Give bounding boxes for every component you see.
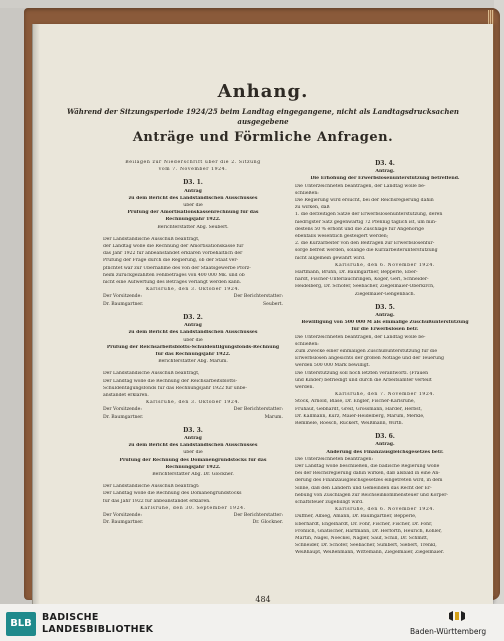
text-line: heim zurückgezahlten Fehlbetrages von 400 000 Mk. und ob [103,272,245,278]
text-line: Antrag. [375,169,395,175]
text-line: zu dem Bericht des Landständischen Ausschusses [128,330,258,336]
text-line: Antrag [184,188,202,194]
text-line: Stock, Arnold, Blase, Dr. Engler, Fischer-Karlsruhe, [295,399,416,405]
text-line: der Landtag wolle die Rechnung der Amortisationskasse für [103,244,244,250]
signature-left: Dr. Baumgartner. [103,520,144,526]
text-line: und Kinder) befriedigt und durch die Arbeitsämter verteilt [295,377,432,383]
text-line: für die Erwerbslosen betr. [351,327,419,333]
text-line: Die Unterstützung soll noch letzten verantwortl. (Frauen [295,370,429,376]
text-line: Berichterstatter Abg. Dr. Glockner. [152,472,234,477]
signature-right: Dr. Glockner. [252,520,283,526]
appendix-subtitle-line2: ausgegebene [237,117,289,126]
signature-right: Der Berichterstatter: [233,294,283,300]
text-line: anstandet erklären. [103,392,149,398]
text-line: Karlsruhe, den 3. Oktober 1924. [145,400,241,406]
appendix-title: Anhang. [217,81,309,102]
text-line: Berichterstatter Abg. Marum. [158,359,228,365]
text-line: niedrigster Satz gegenwärtig 72 Pfennig täglich ist, um min- [295,219,437,225]
text-line: Prüfung der Rechnung des Domänengrundstocks für das [119,457,267,463]
signature-left: Der Vorsitzende: [103,294,142,300]
text-line: hebung von Zuschlägen zur Reichseinkommensteuer und Körper- [295,492,448,498]
text-line: Der Landtag wolle beschließen, die badische Regierung wolle [295,464,440,470]
signature-left: Der Vorsitzende: [103,407,142,413]
text-line: Der Landständische Ausschuß beantragt, [103,371,200,377]
text-line: hardt, Fischer-Unterlauchringen, Köger, Gerl, Schneider- [295,277,429,283]
document-number-heading: D3. 3. [183,426,203,434]
page-number: 484 [255,595,271,604]
document-number-heading: D3. 1. [183,179,203,187]
text-line: Karlsruhe, den 30. September 1924. [140,505,246,511]
text-line: werden 500 000 Mark bewilligt. [295,363,370,369]
text-line: Antrag. [375,442,395,448]
state-crest-icon [446,608,468,624]
document-number-heading: D3. 6. [375,433,395,441]
text-line: Sinne, daß den Ländern und Gemeinden das Recht der Er- [295,485,432,491]
text-line: Weißhaupt, Weißenmann, Wittemann, Ziegelmaier, Ziegelmaier. [295,550,444,556]
text-line: 2. die Kurzarbeiter von den Beiträgen zur Erwerbslosenfür- [295,241,435,247]
appendix-subtitle-line1: Während der Sitzungsperiode 1924/25 beim Landtag eingegangene, nicht als Landtagsdrucksachen [67,107,459,116]
text-line: Frühauf, Gebhardt, Greif, Grossmann, Harder, Herbst, [295,406,422,412]
signature-right: Marum. [264,414,283,420]
text-line: Schneider, Dr. Schofer, Seebacher, Sumbert, Siebert, Trenkl, [295,543,437,549]
text-line: destens 50 % erhöht und die Zuschläge für Angehörige [295,226,424,232]
document-number-heading: D3. 5. [375,303,395,311]
text-line: Prüfung der Frage durch die Regierung, ob der Staat ver- [103,258,239,264]
text-line: zu dem Bericht des Landständischen Ausschusses [128,195,258,201]
text-line: Antrag [184,436,202,441]
text-line: Die Unterzeichneten beantragen, der Landtag wolle be- [295,334,426,340]
text-line: schaftsteuer zugebilligt wird. [295,500,364,506]
text-line: Karlsruhe, den 7. November 1924. [335,392,435,398]
signature-left: Dr. Baumgartner. [103,414,144,420]
text-line: sorge befreit werden, solange die Kurzarbeiterunterstützung [295,248,438,254]
blb-logo: BLB [6,612,36,636]
text-line: Der Landtag wolle die Rechnung der Reichsarbeitsblotts- [103,378,238,384]
text-line: Die Erhöhung der Erwerbslosenunterstützung betreffend. [310,176,460,182]
text-line: derung des Finanzausgleichsgesetzes eingetreten wird, in dem [295,478,443,484]
text-line: Eberhardt, Engelhardt, Dr. Föhr, Fischer, Fischer, Dr. Föhr, [295,521,433,527]
text-line: Der Landständische Ausschuß beantragt: [103,484,200,490]
text-line: über die [183,337,203,343]
text-line: über die [183,450,203,456]
text-line: schließen: [295,190,319,196]
text-line: bei der Reichsregierung dahin wirken, daß alsbald in eine Än- [295,471,440,477]
text-line: Prüfung der Amortisationskassenrechnung für das [127,210,259,216]
text-line: zu wirken, daß [295,205,330,211]
text-line: Erwerbslosen angesichts der großen Notlage und der Teuerung [295,356,444,362]
text-line: Der Landtag wolle die Rechnung des Domänengrundstocks [103,491,242,497]
text-line: Karlsruhe, den 6. November 1924. [335,507,435,513]
text-line: Die Unterzeichneten beantragen, der Landtag wolle be- [295,183,426,189]
document-number-heading: D3. 4. [375,160,395,167]
text-line: werden. [295,385,314,391]
text-line: Dr. Kallmann, Kurz, Maier-Heidelberg, Marum, Merkle, [295,413,425,419]
text-line: Remmele, Roesch, Rückert, Weißmann, Wirth. [295,421,404,427]
signature-left: Der Vorsitzende: [103,513,142,519]
text-line: Hartmann, Bruhn, Dr. Baumgartner, Bepperle, Eber- [295,270,418,275]
text-line: Berichterstatter Abg. Seubert. [157,224,229,230]
signature-right: Seubert. [263,301,283,307]
text-line: Ziegelmaier-Gengenbach. [354,291,416,297]
text-line: Antrag. [375,313,395,319]
text-line: nicht allgemein gewährt wird. [295,255,366,261]
text-line: Prüfung der Reichsarbeitsblotts-Schuldentilgungsfonds-Rechnung [106,344,280,350]
text-line: schließen: [295,341,319,347]
text-line: Änderung des Finanzausgleichsgesetzes betr. [326,449,444,455]
scanner-background [0,0,504,8]
text-line: Rechnungsjahr 1922. [165,464,221,470]
appendix-heading: Anträge und Förmliche Anfragen. [132,130,394,145]
document-page [32,24,493,604]
text-line: Schuldentilgungsfonds für das Rechnungsjahr 1922 für unbe- [103,385,247,391]
library-name-line1: BADISCHE [42,612,99,623]
text-line: Der Landständische Ausschuß beantragt, [103,236,200,242]
text-line: Rechnungsjahr 1922. [165,217,221,223]
text-line: Fröhlich, Gnatischer, Hartmann, Dr. Herforth, Heurich, Köhler, [295,528,442,534]
text-line: das Jahr 1922 für anbeanstandet erklären vorbehaltlich der [103,251,243,257]
signature-left: Dr. Baumgartner. [103,301,144,307]
state-name: Baden-Württemberg [410,627,487,636]
signature-right: Der Berichterstatter: [233,513,283,519]
text-line: nicht eine Aufwertung des Betrages verlangt werden kann. [103,280,242,286]
text-line: Heidelberg, Dr. Schofer, Seebacher, Ziegelmaier-Oberkirch, [295,284,435,290]
text-line: 1. die derzeitigen Sätze der Erwerbslosenunterstützung, deren [295,212,443,218]
text-line: Zum Zwecke einer einmaligen Zuschußunterstützung für die [295,349,438,355]
text-line: Die Regierung wird ersucht, bei der Reichsregierung dahin [295,198,434,203]
text-line: Karlsruhe, den 6. November 1924. [335,262,435,268]
text-line: Martin, Nagel, Noeckel, Nägler, Sauf, Schill, Dr. Schmitt, [295,536,429,542]
text-line: über die [183,203,203,209]
text-line: ebenfalls wesentlich gesteigert werden; [295,234,389,239]
text-line: für das Rechnungsjahr 1922. [155,351,231,357]
library-name-line2: LANDESBIBLIOTHEK [42,624,154,635]
text-line: pflichtet war zur Übernahme des von der Staatsgewerbe Pforz- [103,265,251,271]
text-line: Beilagen zur Niederschrift über die 2. Sitzung [125,160,261,165]
text-line: Karlsruhe, den 3. Oktober 1924. [145,287,241,293]
text-line: Duffner, Albieg, Amann, Dr. Baumgartner, Bepperle, [295,514,417,520]
text-line: Antrag [184,323,202,329]
text-line: zu dem Bericht des Landständischen Ausschusses [128,443,258,449]
text-line: Bewilligung von 500 000 M als einmalige Zuschußunterstützung [301,320,469,326]
text-line: vom 7. November 1924. [158,167,228,173]
text-line: Die Unterzeichneten beantragen: [295,456,374,462]
text-line: für das Jahr 1922 für anbeanstandet erklären. [103,498,211,504]
signature-right: Der Berichterstatter: [233,407,283,413]
document-number-heading: D3. 2. [183,313,203,321]
page-gutter-shadow [32,24,40,604]
